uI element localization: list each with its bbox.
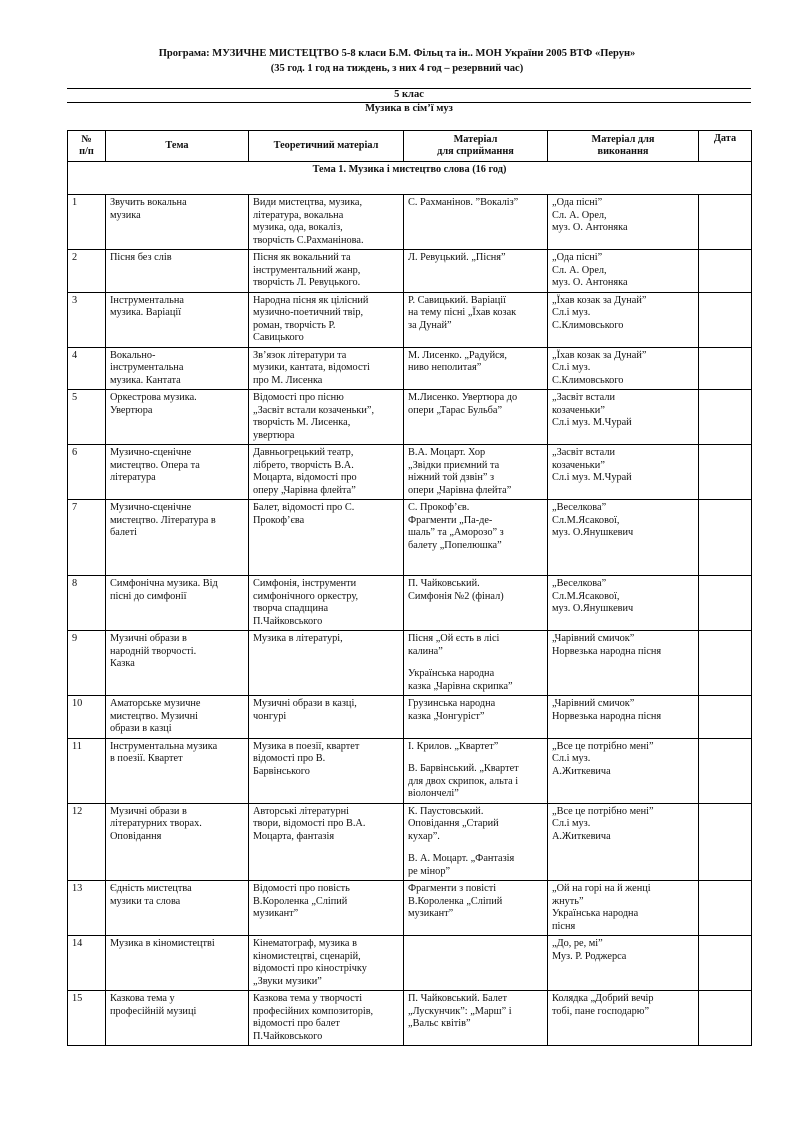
table-row: [68, 631, 752, 696]
perception-material: І. Крилов. „Квартет” В. Барвінський. „Квартет для двох скрипок, альта і віолончелі”: [404, 738, 548, 803]
perception-material: Грузинська народна казка „Чонгуріст”: [404, 696, 548, 739]
theory-material: Казкова тема у творчості професійних композиторів, відомості про балет П.Чайковського: [249, 991, 404, 1046]
performance-material: „Чарівний смичок” Норвезька народна пісня: [548, 696, 699, 739]
lesson-number: 8: [68, 576, 106, 631]
table-row: [68, 445, 752, 500]
lesson-number: 14: [68, 936, 106, 991]
table-row: [68, 936, 752, 991]
lesson-number: 15: [68, 991, 106, 1046]
table-row: [68, 881, 752, 936]
lesson-number: 5: [68, 390, 106, 445]
performance-material: „Все це потрібно мені” Сл.і муз. А.Житкевича: [548, 803, 699, 881]
perception-material: М. Лисенко. „Радуйся, ниво неполитая”: [404, 347, 548, 390]
lesson-topic: Єдність мистецтва музики та слова: [106, 881, 249, 936]
date-cell: [699, 803, 752, 881]
program-hours: (35 год. 1 год на тиждень, з них 4 год – резервний час): [270, 63, 524, 74]
lesson-topic: Симфонічна музика. Від пісні до симфонії: [106, 576, 249, 631]
perception-material: Фрагменти з повісті В.Короленка „Сліпий музикант”: [404, 881, 548, 936]
date-cell: [699, 738, 752, 803]
lesson-number: 7: [68, 500, 106, 576]
table-row: [68, 347, 752, 390]
table-row: [68, 991, 752, 1046]
lesson-topic: Аматорське музичне мистецтво. Музичні образи в казці: [106, 696, 249, 739]
table-header-row: [68, 131, 752, 162]
date-cell: [699, 292, 752, 347]
date-cell: [699, 576, 752, 631]
theory-material: Кінематограф, музика в кіномистецтві, сценарій, відомості про кінострічку „Звуки музики”: [249, 936, 404, 991]
performance-material: „Їхав козак за Дунай” Сл.і муз. С.Климовського: [548, 292, 699, 347]
perception-material: П. Чайковський. Симфонія №2 (фінал): [404, 576, 548, 631]
title-block: [67, 88, 751, 124]
date-cell: [699, 631, 752, 696]
date-cell: [699, 347, 752, 390]
theory-material: Відомості про повість В.Короленка „Сліпий музикант”: [249, 881, 404, 936]
perception-material: В.А. Моцарт. Хор „Звідки приємний та ніжний той дзвін” з опери „Чарівна флейта”: [404, 445, 548, 500]
date-cell: [699, 195, 752, 250]
performance-material: „Все це потрібно мені” Сл.і муз. А.Житкевича: [548, 738, 699, 803]
date-cell: [699, 991, 752, 1046]
col-num-header: № п/п: [68, 131, 106, 162]
lesson-topic: Вокально- інструментальна музика. Кантата: [106, 347, 249, 390]
perception-material: С. Прокоф’єв. Фрагменти „Па-де- шаль” та „Аморозо” з балету „Попелюшка”: [404, 500, 548, 576]
lesson-topic: Музичні образи в літературних творах. Оповідання: [106, 803, 249, 881]
theory-material: Види мистецтва, музика, література, вокальна музика, ода, вокаліз, творчість С.Рахманінова.: [249, 195, 404, 250]
date-cell: [699, 250, 752, 293]
theory-material: Музика в поезії, квартет відомості про В. Барвінського: [249, 738, 404, 803]
perception-material: П. Чайковський. Балет „Лускунчик”: „Марш” і „Вальс квітів”: [404, 991, 548, 1046]
lesson-number: 2: [68, 250, 106, 293]
lesson-topic: Музика в кіномистецтві: [106, 936, 249, 991]
lesson-topic: Інструментальна музика. Варіації: [106, 292, 249, 347]
theory-material: Музичні образи в казці, чонгурі: [249, 696, 404, 739]
theory-material: Відомості про пісню „Засвіт встали козаченьки”, творчість М. Лисенка, увертюра: [249, 390, 404, 445]
table-row: [68, 696, 752, 739]
col-topic-header: Тема: [106, 131, 249, 162]
theory-material: Давньогрецький театр, лібрето, творчість В.А. Моцарта, відомості про оперу „Чарівна флейта”: [249, 445, 404, 500]
lesson-number: 9: [68, 631, 106, 696]
table-row: [68, 803, 752, 881]
lesson-topic: Казкова тема у професійній музиці: [106, 991, 249, 1046]
table-row: [68, 250, 752, 293]
theory-material: Балет, відомості про С. Прокоф’єва: [249, 500, 404, 576]
date-cell: [699, 445, 752, 500]
theory-material: Пісня як вокальний та інструментальний жанр, творчість Л. Ревуцького.: [249, 250, 404, 293]
perception-material: Пісня „Ой єсть в лісі калина” Українська народна казка „Чарівна скрипка”: [404, 631, 548, 696]
program-title: Програма: МУЗИЧНЕ МИСТЕЦТВО 5-8 класи Б.М. Фільц та ін.. МОН України 2005 ВТФ «Перун»: [158, 48, 636, 59]
lesson-topic: Музично-сценічне мистецтво. Література в балеті: [106, 500, 249, 576]
section-title: Тема 1. Музика і мистецтво слова (16 год): [68, 162, 752, 195]
col-performance-header: Матеріал для виконання: [548, 131, 699, 162]
lesson-number: 4: [68, 347, 106, 390]
perception-material: М.Лисенко. Увертюра до опери „Тарас Бульба”: [404, 390, 548, 445]
performance-material: „Ода пісні” Сл. А. Орел, муз. О. Антоняка: [548, 195, 699, 250]
table-row: [68, 738, 752, 803]
performance-material: Колядка „Добрий вечір тобі, пане господарю”: [548, 991, 699, 1046]
performance-material: „Їхав козак за Дунай” Сл.і муз. С.Климовського: [548, 347, 699, 390]
perception-material: [404, 936, 548, 991]
lesson-number: 11: [68, 738, 106, 803]
course-title: Музика в сім’ї муз: [365, 103, 453, 114]
table-row: [68, 576, 752, 631]
lesson-topic: Оркестрова музика. Увертюра: [106, 390, 249, 445]
performance-material: „Засвіт встали козаченьки” Сл.і муз. М.Чурай: [548, 445, 699, 500]
theory-material: Симфонія, інструменти симфонічного оркестру, творча спадщина П.Чайковського: [249, 576, 404, 631]
lesson-number: 1: [68, 195, 106, 250]
perception-material: Л. Ревуцький. „Пісня”: [404, 250, 548, 293]
performance-material: „Веселкова” Сл.М.Ясакової, муз. О.Янушкевич: [548, 500, 699, 576]
lesson-topic: Звучить вокальна музика: [106, 195, 249, 250]
perception-material: С. Рахманінов. ”Вокаліз”: [404, 195, 548, 250]
performance-material: „Ода пісні” Сл. А. Орел, муз. О. Антоняка: [548, 250, 699, 293]
performance-material: „Засвіт встали козаченьки” Сл.і муз. М.Чурай: [548, 390, 699, 445]
theory-material: Музика в літературі,: [249, 631, 404, 696]
lesson-number: 3: [68, 292, 106, 347]
table-row: [68, 292, 752, 347]
lesson-topic: Інструментальна музика в поезії. Квартет: [106, 738, 249, 803]
table-row: [68, 195, 752, 250]
section-row: [68, 162, 752, 195]
date-cell: [699, 936, 752, 991]
theory-material: Авторські літературні твори, відомості про В.А. Моцарта, фантазія: [249, 803, 404, 881]
performance-material: „Чарівний смичок” Норвезька народна пісня: [548, 631, 699, 696]
col-perception-header: Матеріал для сприймання: [404, 131, 548, 162]
performance-material: „До, ре, мі” Муз. Р. Роджерса: [548, 936, 699, 991]
lesson-topic: Музично-сценічне мистецтво. Опера та література: [106, 445, 249, 500]
perception-material: Р. Савицький. Варіації на тему пісні „Їхав козак за Дунай”: [404, 292, 548, 347]
lesson-number: 10: [68, 696, 106, 739]
performance-material: „Ой на горі на й женці жнуть” Українська народна пісня: [548, 881, 699, 936]
grade-title: 5 клас: [394, 89, 424, 100]
table-row: [68, 390, 752, 445]
lesson-plan-table: [67, 130, 752, 1046]
lesson-number: 6: [68, 445, 106, 500]
lesson-topic: Пісня без слів: [106, 250, 249, 293]
lesson-number: 12: [68, 803, 106, 881]
date-cell: [699, 696, 752, 739]
theory-material: Зв’язок літератури та музики, кантата, відомості про М. Лисенка: [249, 347, 404, 390]
perception-material: К. Паустовський. Оповідання „Старий кухар”. В. А. Моцарт. „Фантазія ре мінор”: [404, 803, 548, 881]
lesson-topic: Музичні образи в народній творчості. Казка: [106, 631, 249, 696]
date-cell: [699, 881, 752, 936]
col-date-header: Дата: [699, 131, 752, 162]
performance-material: „Веселкова” Сл.М.Ясакової, муз. О.Янушкевич: [548, 576, 699, 631]
lesson-number: 13: [68, 881, 106, 936]
date-cell: [699, 500, 752, 576]
date-cell: [699, 390, 752, 445]
theory-material: Народна пісня як цілісний музично-поетичний твір, роман, творчість Р. Савицького: [249, 292, 404, 347]
table-row: [68, 500, 752, 576]
col-theory-header: Теоретичний матеріал: [249, 131, 404, 162]
